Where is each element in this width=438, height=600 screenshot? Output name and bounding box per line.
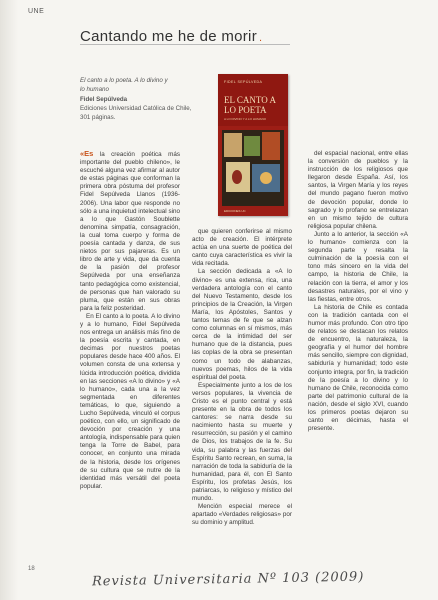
article-column-2	[192, 228, 292, 527]
article-paragraph	[80, 150, 180, 313]
section-folio: UNE	[28, 8, 45, 15]
cover-author: FIDEL SEPÚLVEDA	[224, 80, 263, 84]
book-author: Fidel Sepúlveda	[80, 96, 128, 103]
article-paragraph: La historia de Chile es contada con la tradición cantada con el humor más profundo. Con otro tipo de relatos se destacan los relatos de encuentro, la naturaleza, la geografía y el humor del hombre más sencillo, siempre con dignidad, sabiduría y humanidad; todo este conjunto integra, por fin, la tradición de la poesía a lo divino y lo humano de Chile, reconocida como parte del patrimonio cultural de la nación, desde el siglo XVI, cuando los primeros poetas dejaron su canto en décimas, hasta el presente.	[308, 303, 408, 433]
book-publisher: Ediciones Universidad Católica de Chile, 301 páginas.	[80, 105, 192, 121]
article-paragraph: del espacial nacional, entre ellas la conversión de pueblos y la instrucción de los religiosos que llegaron desde España. Así, los santos, la Virgen María y los reyes del mundo pagano fueron motivo de devoción popular, donde lo sagrado y lo profano se entrelazan en un mismo tejido de cultura religiosa popular chilena.	[308, 150, 408, 230]
handwritten-citation: Revista Universitaria Nº 103 (2009)	[91, 569, 365, 590]
article-paragraph: La sección dedicada a «A lo divino» es una extensa, rica, una verdadera antología con el canto del Nuevo Testamento, desde los principios de la Creación, la Virgen María, los Apóstoles, Santos y tantos temas de fe que se alzan como columnas en sí mismos, más cerca de la intimidad del ser humano que de la distancia, pues las coplas de la obra se presentan como un todo de alabanzas, nuevos poemas, hilos de la vida espiritual del poeta.	[192, 268, 292, 381]
paragraph-text: la creación poética más importante del pueblo chileno», le escuché alguna vez afirmar al autor de estas páginas que conforman la primera obra póstuma del profesor Fidel Sepúlveda Llanos (1936-2006). Una labor que responde no sólo a una inquietud intelectual sino a lo que Gastón Soublette denomina simpatía, consagración, la cual toma cuerpo y forma de poesía cantada y danza, de sus nietos por sus pajareras. Es un libro de arte y vida, que da cuenta de la pasión del profesor Sepúlveda por una enseñanza tanto pedagógica como existencial, de personas que han valorado su pluma, que están en sus obras para la feliz posteridad.	[80, 151, 180, 312]
title-mark: .	[259, 32, 263, 44]
page-number: 18	[28, 566, 35, 572]
cover-illustration	[222, 130, 284, 206]
title-underline	[80, 44, 290, 45]
article-title	[80, 28, 262, 45]
book-metadata	[80, 76, 200, 122]
article-paragraph: Mención especial merece el apartado «Verdades religiosas» por su dominio y amplitud.	[192, 503, 292, 527]
article-paragraph: Junto a lo anterior, la sección «A lo humano» comienza con la segunda parte y resalta la culminación de la poesía con el tono más sincero en la vida del campo, la historia de Chile, la relación con la tierra, el amor y los desastres naturales, por el vino y las fiestas, entre otros.	[308, 230, 408, 303]
article-column-1	[80, 150, 180, 491]
cover-title: EL CANTO A LO POETA	[224, 95, 276, 115]
article-paragraph: que quieren conferirse al mismo acto de creación. El intérprete actúa en una suerte de poética del canto cuya característica es vivir la vida recitada.	[192, 228, 292, 268]
book-title-line-1: El canto a lo poeta. A lo divino y	[80, 77, 168, 84]
page-gutter-shadow	[0, 0, 18, 600]
cover-publisher: EDICIONES UC	[224, 209, 246, 213]
book-title-line-2: lo humano	[80, 86, 109, 93]
cover-subtitle: A LO DIVINO Y A LO HUMANO	[224, 117, 267, 121]
drop-quote-lead: «Es	[80, 149, 94, 158]
article-title-text: Cantando me he de morir	[80, 28, 257, 45]
article-paragraph: Especialmente junto a los de los versos populares, la vivencia de Cristo es el punto central y está presente en la obra de todos los cantores: se narra desde su nacimiento hasta su muerte y resurrección, su pasión y el camino de Dios, los trabajos de la fe. Su vida, su palabra y las fuerzas del Espíritu Santo recrean, en suma, la narración de toda la sabiduría de la humanidad, para él, con El Santo Espíritu, los profetas Jesús, los patriarcas, lo religioso y místico del mundo.	[192, 381, 292, 503]
article-paragraph: En El canto a lo poeta. A lo divino y a lo humano, Fidel Sepúlveda nos entrega un análisis más fino de la poesía escrita y cantada, en decimas por nuestros poetas populares desde hace 400 años. El volumen consta de una extensa y lúcida introducción poética, dividida en las secciones «A lo divino» y «A lo humano», cada una a la vez segmentada en diferentes temáticas, lo que, siguiendo a Lucho Sepúlveda, vinculó el corpus poético, con ello, un significado de devoción por creación y una antología, indispensable para quien tenga la Torre de Babel, para conocer, en conjunto una mirada de la historia, desde los orígenes de su cultura que se nutre de la identidad más versátil del poeta popular.	[80, 312, 180, 490]
article-column-3	[308, 150, 408, 433]
book-cover-image	[218, 74, 288, 216]
